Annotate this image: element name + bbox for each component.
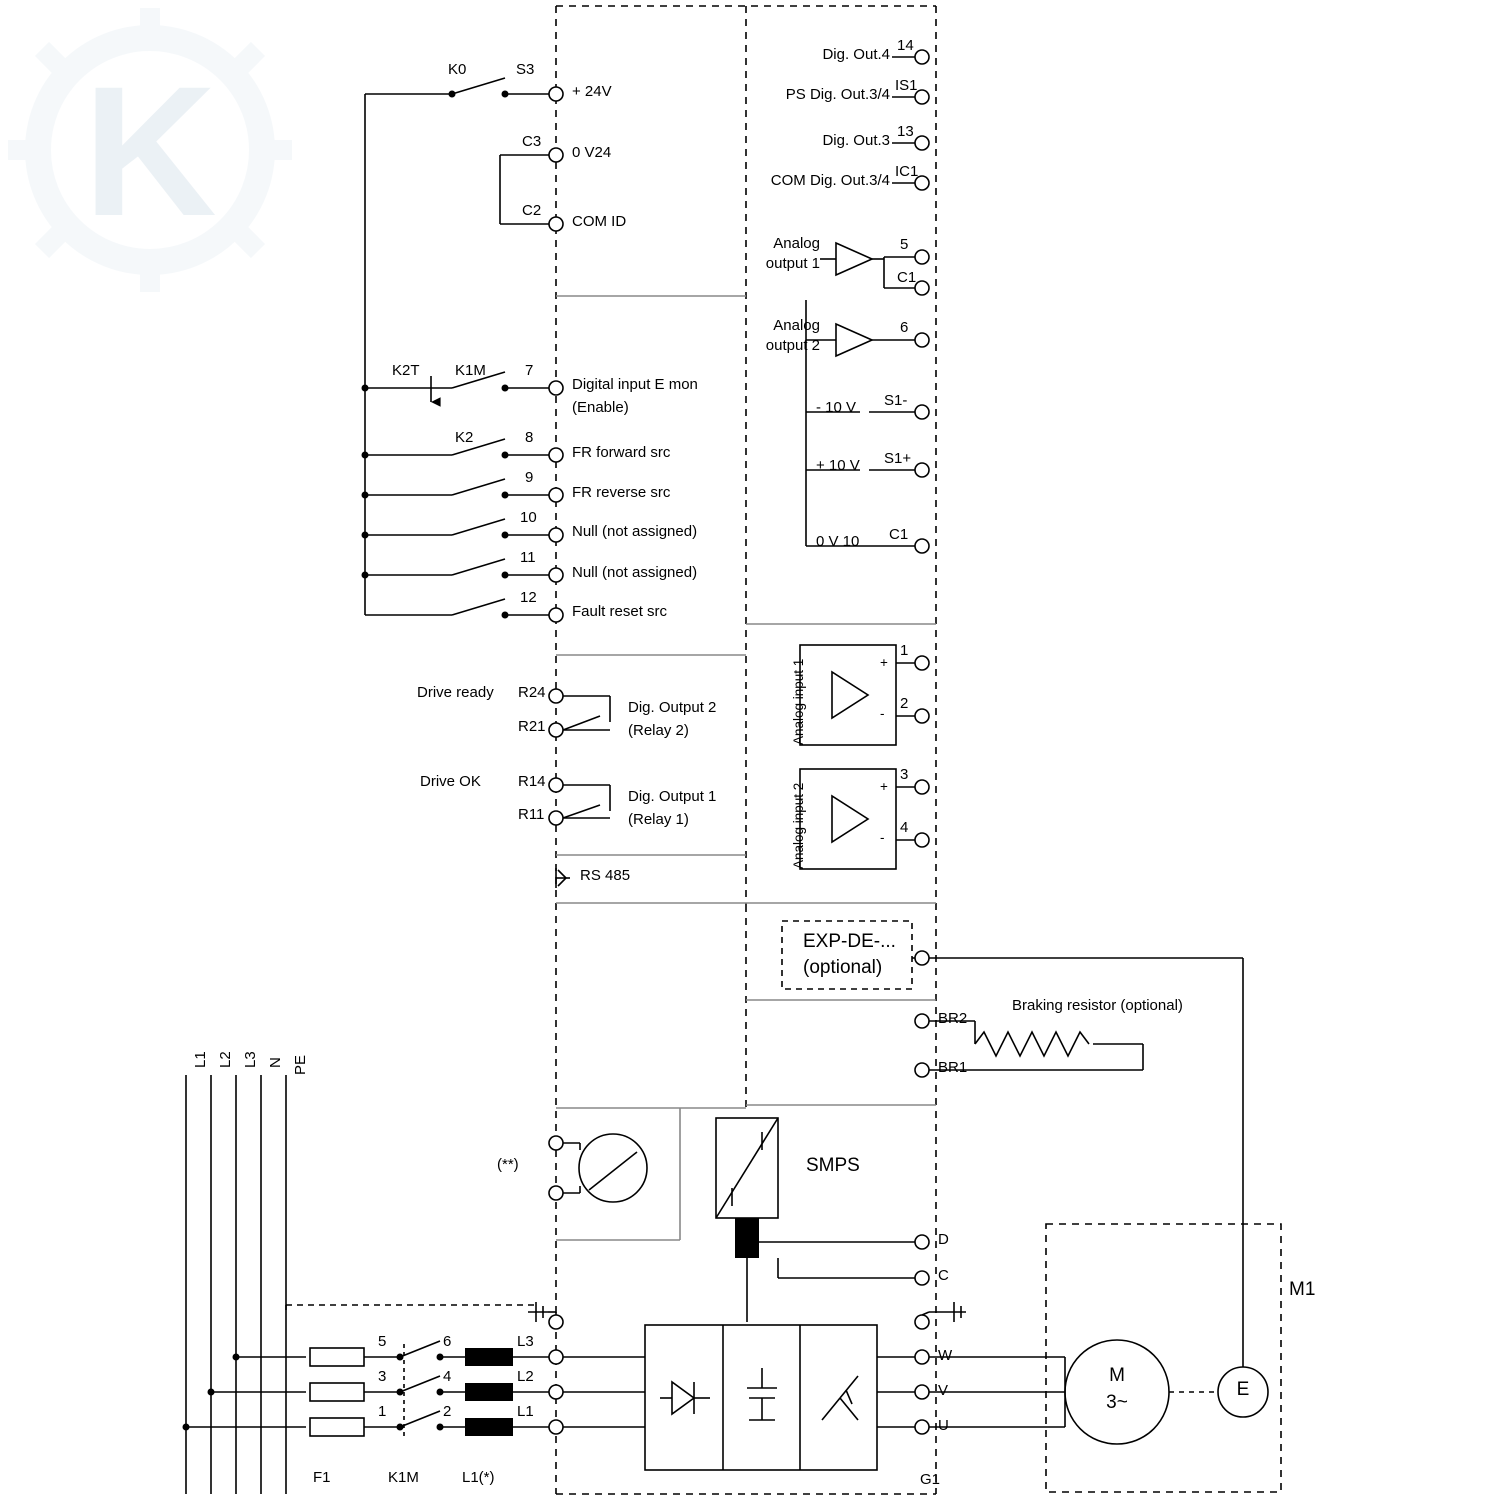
fuse-contact-3: 3: [378, 1368, 387, 1385]
label-l1-mains: L1: [192, 1051, 209, 1068]
label-dig-output-1: Dig. Output 1: [628, 788, 717, 805]
label-relay-1: (Relay 1): [628, 811, 689, 828]
fuse-contact-5: 5: [378, 1333, 387, 1350]
label-0v24: 0 V24: [572, 144, 612, 161]
fuse-contact-1: 1: [378, 1403, 387, 1420]
terminal-s1-plus: S1+: [884, 450, 912, 467]
terminal-c1-ao: C1: [897, 269, 917, 286]
ref-k2t: K2T: [392, 362, 420, 379]
terminal-w: W: [938, 1347, 953, 1364]
label-fault-reset: Fault reset src: [572, 603, 668, 620]
sign-minus-ai2: -: [880, 830, 885, 845]
sign-plus-ai2: +: [880, 779, 888, 794]
terminal-3: 3: [900, 766, 909, 783]
label-braking-resistor: Braking resistor (optional): [1012, 997, 1183, 1014]
label-minus-10v: - 10 V: [816, 399, 857, 416]
terminal-5: 5: [900, 236, 909, 253]
terminal-is1: IS1: [895, 77, 918, 94]
label-l2-mains: L2: [217, 1051, 234, 1068]
label-m1: M1: [1289, 1279, 1316, 1300]
terminal-2: 2: [900, 695, 909, 712]
terminal-v: V: [938, 1382, 949, 1399]
label-plus-10v: + 10 V: [816, 457, 860, 474]
label-24v: + 24V: [572, 83, 612, 100]
terminal-8: 8: [525, 429, 534, 446]
terminal-11: 11: [520, 549, 536, 566]
label-line-choke: L1(*): [462, 1469, 495, 1486]
terminal-ic1: IC1: [895, 163, 919, 180]
label-analog-output-1b: output 1: [765, 255, 820, 272]
label-com-dig-out-34: COM Dig. Out.3/4: [770, 172, 890, 189]
contactor-contact-2: 2: [443, 1403, 452, 1420]
label-g1: G1: [920, 1471, 941, 1488]
label-ps-dig-out-34: PS Dig. Out.3/4: [785, 86, 890, 103]
label-null-2: Null (not assigned): [572, 564, 698, 581]
label-relay-2: (Relay 2): [628, 722, 689, 739]
terminal-9: 9: [525, 469, 534, 486]
label-smps: SMPS: [806, 1155, 860, 1176]
label-digital-input-e-mon: Digital input E mon: [572, 376, 698, 393]
terminal-r14: R14: [518, 773, 546, 790]
label-enable: (Enable): [572, 399, 629, 416]
label-phase-l1: L1: [517, 1403, 534, 1420]
terminal-7: 7: [525, 362, 534, 379]
terminal-r24: R24: [518, 684, 546, 701]
label-motor-phases: 3~: [1106, 1392, 1128, 1413]
terminal-r11: R11: [518, 806, 545, 823]
label-l3-mains: L3: [242, 1051, 259, 1068]
label-f1: F1: [313, 1469, 331, 1486]
label-n-mains: N: [267, 1057, 284, 1068]
terminal-r21: R21: [518, 718, 546, 735]
label-exp-de: EXP-DE-...: [803, 931, 896, 952]
label-analog-output-2: Analog: [773, 317, 820, 334]
label-fr-forward: FR forward src: [572, 444, 671, 461]
label-com-id: COM ID: [572, 213, 627, 230]
terminal-br2: BR2: [938, 1010, 968, 1027]
label-motor-m: M: [1109, 1365, 1125, 1386]
terminal-c: C: [938, 1267, 949, 1284]
label-rs485: RS 485: [580, 867, 631, 884]
terminal-13: 13: [897, 123, 914, 140]
terminal-u: U: [938, 1417, 949, 1434]
terminal-d: D: [938, 1231, 949, 1248]
contactor-contact-6: 6: [443, 1333, 452, 1350]
label-exp-de-optional: (optional): [803, 957, 883, 978]
terminal-14: 14: [897, 37, 914, 54]
label-analog-input-1: Analog input 1: [791, 658, 806, 745]
label-dig-output-2: Dig. Output 2: [628, 699, 717, 716]
terminal-c1-ref: C1: [889, 526, 909, 543]
label-pe-mains: PE: [292, 1054, 309, 1075]
note-fan: (**): [497, 1156, 519, 1173]
terminal-6: 6: [900, 319, 909, 336]
sign-minus-ai1: -: [880, 706, 885, 721]
watermark-letter: K: [83, 49, 217, 255]
terminal-c2: C2: [522, 202, 542, 219]
label-0v10: 0 V 10: [816, 533, 860, 550]
ref-k1m-control: K1M: [455, 362, 486, 379]
label-dig-out-3: Dig. Out.3: [822, 132, 890, 149]
label-dig-out-4: Dig. Out.4: [822, 46, 890, 63]
label-fr-reverse: FR reverse src: [572, 484, 671, 501]
label-null-1: Null (not assigned): [572, 523, 698, 540]
terminal-s1-minus: S1-: [884, 392, 908, 409]
terminal-br1: BR1: [938, 1059, 968, 1076]
label-encoder: E: [1236, 1379, 1250, 1400]
ref-k0: K0: [448, 61, 467, 78]
terminal-s3: S3: [516, 61, 535, 78]
label-analog-input-2: Analog input 2: [791, 782, 806, 869]
label-drive-ok: Drive OK: [420, 773, 481, 790]
terminal-10: 10: [520, 509, 537, 526]
terminal-1: 1: [900, 642, 909, 659]
contactor-contact-4: 4: [443, 1368, 452, 1385]
terminal-4: 4: [900, 819, 909, 836]
sign-plus-ai1: +: [880, 655, 888, 670]
label-analog-output-1: Analog: [773, 235, 820, 252]
label-phase-l3: L3: [517, 1333, 534, 1350]
label-analog-output-2b: output 2: [765, 337, 820, 354]
label-phase-l2: L2: [517, 1368, 534, 1385]
label-drive-ready: Drive ready: [417, 684, 494, 701]
terminal-12: 12: [520, 589, 537, 606]
label-k1m-power: K1M: [388, 1469, 419, 1486]
watermark-logo: [0, 0, 300, 300]
terminal-c3: C3: [522, 133, 542, 150]
ref-k2: K2: [455, 429, 474, 446]
